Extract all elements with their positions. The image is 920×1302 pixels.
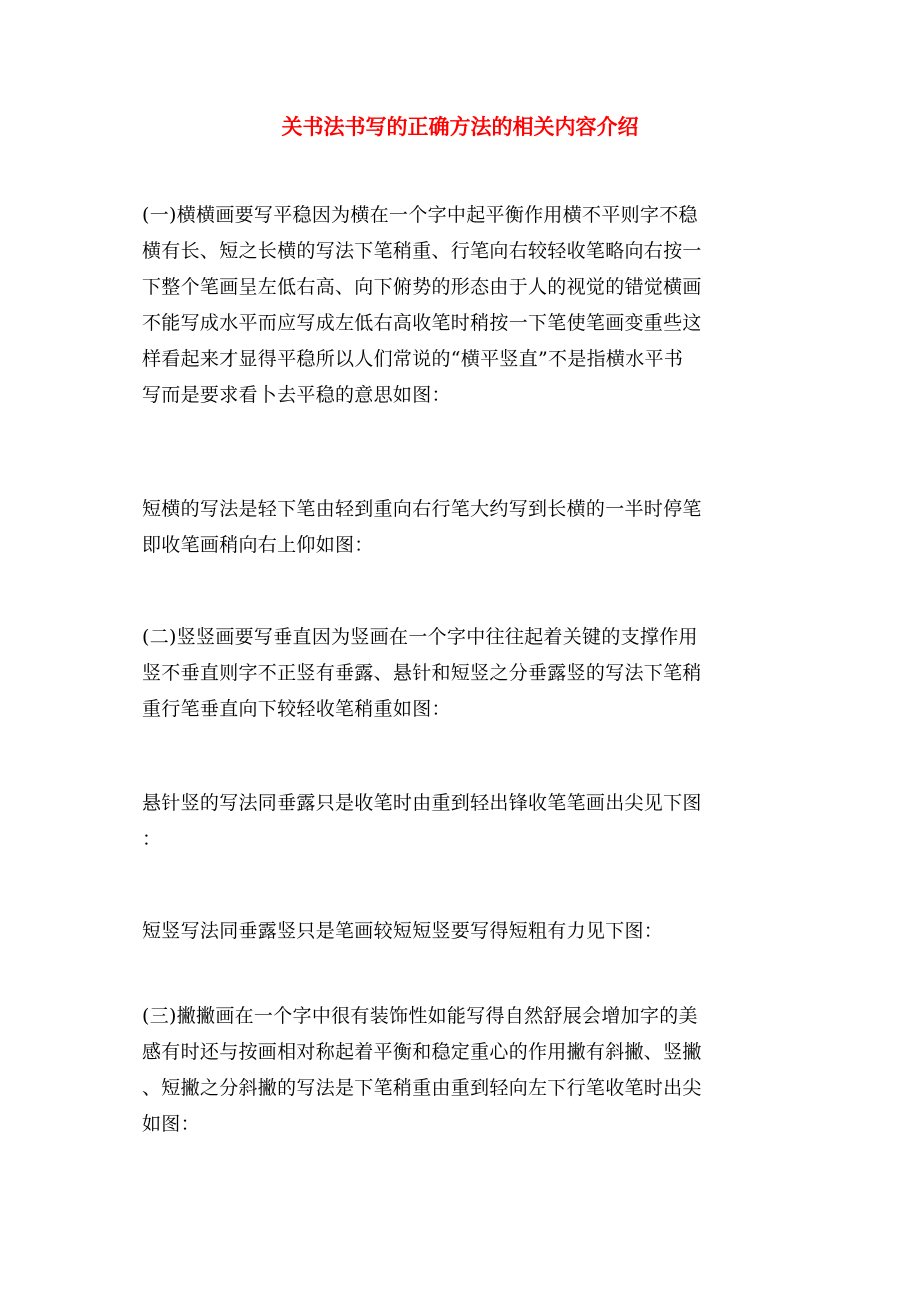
- paragraph-line: 如图：: [142, 1113, 200, 1135]
- paragraph-3: [142, 619, 782, 727]
- paragraph-line: (一)横横画要写平稳因为横在一个字中起平衡作用横不平则字不稳: [142, 204, 698, 226]
- paragraph-line: (三)撇撇画在一个字中很有装饰性如能写得自然舒展会增加字的美: [142, 1005, 698, 1027]
- paragraph-line: ：: [142, 828, 162, 850]
- paragraph-line: 悬针竖的写法同垂露只是收笔时由重到轻出锋收笔笔画出尖见下图: [142, 792, 702, 814]
- paragraph-line: 样看起来才显得平稳所以人们常说的“横平竖直”不是指横水平书: [142, 348, 684, 370]
- paragraph-6: [142, 998, 782, 1142]
- paragraph-line: (二)竖竖画要写垂直因为竖画在一个字中往往起着关键的支撑作用: [142, 626, 698, 648]
- paragraph-line: 感有时还与按画相对称起着平衡和稳定重心的作用撇有斜撇、竖撇: [142, 1041, 702, 1063]
- paragraph-line: 短横的写法是轻下笔由轻到重向右行笔大约写到长横的一半时停笔: [142, 498, 702, 520]
- paragraph-line: 竖不垂直则字不正竖有垂露、悬针和短竖之分垂露竖的写法下笔稍: [142, 662, 702, 684]
- paragraph-line: 、短撇之分斜撇的写法是下笔稍重由重到轻向左下行笔收笔时出尖: [142, 1077, 702, 1099]
- paragraph-line: 短竖写法同垂露竖只是笔画较短短竖要写得短粗有力见下图：: [142, 920, 664, 942]
- paragraph-line: 写而是要求看卜去平稳的意思如图：: [142, 384, 451, 406]
- paragraph-4: [142, 785, 782, 857]
- document-title: 关书法书写的正确方法的相关内容介绍: [281, 114, 639, 139]
- paragraph-5: [142, 913, 782, 949]
- paragraph-line: 重行笔垂直向下较轻收笔稍重如图：: [142, 698, 451, 720]
- paragraph-line: 横有长、短之长横的写法下笔稍重、行笔向右较轻收笔略向右按一: [142, 240, 702, 262]
- paragraph-line: 下整个笔画呈左低右高、向下俯势的形态由于人的视觉的错觉横画: [142, 276, 702, 298]
- paragraph-line: 即收笔画稍向右上仰如图：: [142, 534, 374, 556]
- paragraph-1: [142, 197, 782, 413]
- paragraph-line: 不能写成水平而应写成左低右高收笔时稍按一下笔使笔画变重些这: [142, 312, 702, 334]
- paragraph-2: [142, 491, 782, 563]
